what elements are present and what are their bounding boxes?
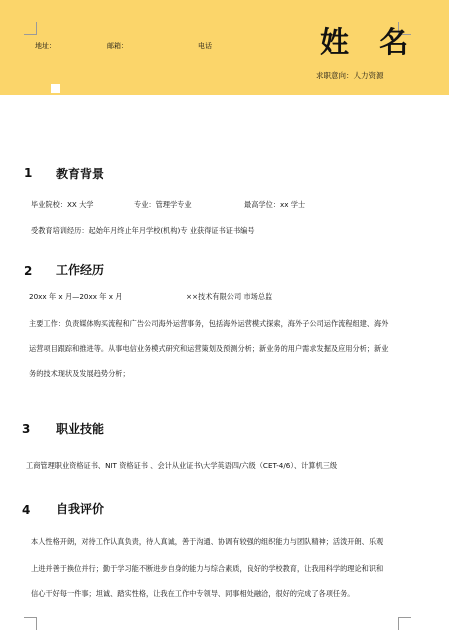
address-label: 地址： [35, 42, 56, 50]
section-number-skills: 3 [22, 422, 31, 436]
phone-label: 电话 [198, 42, 212, 50]
email-label: 邮箱： [107, 42, 128, 50]
work-dates: 20xx 年 x 月—20xx 年 x 月 [29, 292, 123, 301]
education-major: 专业：管理学专业 [134, 200, 192, 209]
work-duty-line: 主要工作：负责媒体购买流程和广告公司海外运营事务，包括海外运营模式探索，海外子公司运作流程组建、海外 [29, 319, 389, 328]
section-number-work: 2 [24, 264, 33, 278]
work-duty-line: 运营项目跟踪和推进等。从事电信业务模式研究和运营策划及预测分析；新业务的用户需求发掘及应用分析；新业 [29, 344, 389, 353]
section-title-skills: 职业技能 [56, 422, 105, 436]
section-number-education: 1 [24, 166, 33, 180]
work-duty-line: 务的技术现状及发展趋势分析； [29, 369, 130, 378]
education-training: 受教育培训经历：起始年月终止年月学校(机构)专 业获得证书证书编号 [31, 226, 255, 235]
skills-certificates: 工商管理职业资格证书、NIT 资格证书 、会计从业证书\大学英语四/六级（CET-4/6）、计算机三级 [26, 461, 338, 470]
education-school: 毕业院校：XX 大学 [31, 200, 94, 209]
section-title-evaluation: 自我评价 [56, 502, 105, 516]
evaluation-line: 上进并善于换位并行；勤于学习能不断进步自身的能力与综合素质，良好的学校教育，让我用科学的理论和识和 [31, 564, 384, 573]
section-number-evaluation: 4 [22, 503, 31, 517]
evaluation-line: 本人性格开朗，对待工作认真负责，待人真诚，善于沟通、协调有较强的组织能力与团队精神；活泼开朗、乐观 [31, 537, 384, 546]
crop-mark-top-left [24, 22, 37, 35]
crop-mark-bottom-left [24, 617, 37, 630]
evaluation-line: 信心干好每一件事；坦诚、踏实性格，让我在工作中专领导、同事相处融洽，很好的完成了各项任务。 [31, 589, 355, 598]
section-title-work: 工作经历 [56, 263, 105, 277]
cursor-marker [51, 84, 60, 93]
education-degree: 最高学位：xx 学士 [244, 200, 306, 209]
crop-mark-bottom-right [398, 617, 411, 630]
work-company: ××技术有限公司 市场总监 [186, 292, 273, 301]
job-objective: 求职意向：人力资源 [316, 71, 384, 80]
section-title-education: 教育背景 [56, 167, 105, 181]
resume-name: 姓 名 [320, 25, 419, 59]
